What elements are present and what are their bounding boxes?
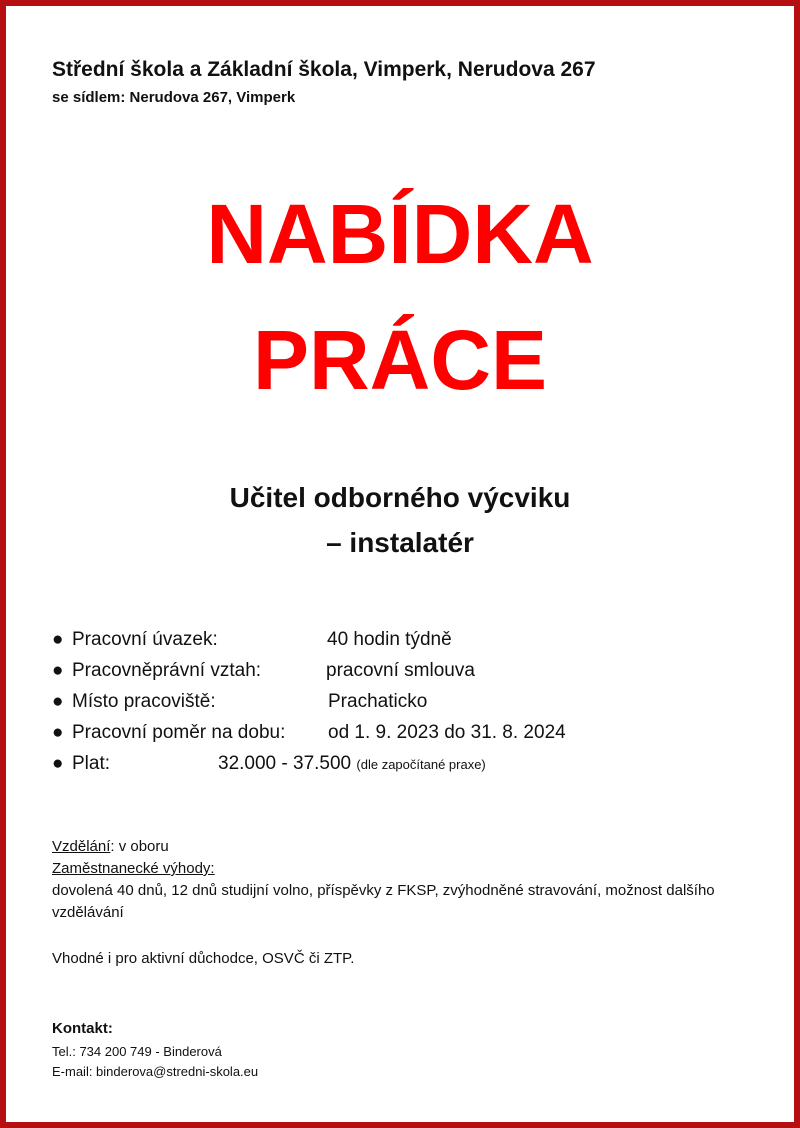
fact-label: Pracovněprávní vztah: — [72, 660, 262, 681]
benefits-label: Zaměstnanecké výhody: — [52, 860, 215, 877]
position-title: Učitel odborného výcviku — [229, 482, 571, 513]
benefits-text: dovolená 40 dnů, 12 dnů studijní volno, příspěvky z FKSP, zvýhodněné stravování, možnost dalšího vzdělávání — [52, 882, 715, 921]
salary-note: (dle započítané praxe) — [356, 757, 486, 772]
fact-label: Pracovní úvazek: — [72, 629, 218, 650]
contact-phone: Tel.: 734 200 749 - Binderová — [52, 1044, 222, 1059]
fact-label: Místo pracoviště: — [72, 691, 216, 712]
education-section — [52, 836, 752, 924]
fact-value — [218, 753, 486, 775]
position-specialization: – instalatér — [326, 527, 474, 558]
bullet-icon: ● — [52, 660, 64, 681]
fact-value: 40 hodin týdně — [327, 629, 452, 650]
bullet-icon: ● — [52, 753, 64, 774]
education-value: : v oboru — [110, 838, 169, 855]
contact-email: E-mail: binderova@stredni-skola.eu — [52, 1064, 259, 1079]
contact-title: Kontakt: — [52, 1020, 113, 1037]
bullet-icon: ● — [52, 629, 64, 650]
education-label: Vzdělání — [52, 838, 111, 855]
education-line — [52, 836, 752, 858]
headline-job: PRÁCE — [252, 313, 548, 407]
headline-offer: NABÍDKA — [206, 187, 594, 281]
bullet-icon: ● — [52, 722, 64, 743]
organization-name: Střední škola a Základní škola, Vimperk, Nerudova 267 — [52, 58, 596, 81]
fact-value: Prachaticko — [328, 691, 428, 712]
contact-section — [52, 1019, 258, 1082]
fact-value: pracovní smlouva — [326, 660, 475, 681]
fact-label: Pracovní poměr na dobu: — [72, 722, 286, 743]
fact-value: od 1. 9. 2023 do 31. 8. 2024 — [328, 722, 566, 743]
fact-label: Plat: — [72, 753, 111, 774]
bullet-icon: ● — [52, 691, 64, 712]
suitability-note: Vhodné i pro aktivní důchodce, OSVČ či ZTP. — [52, 950, 355, 967]
salary-range: 32.000 - 37.500 — [218, 753, 352, 774]
organization-seat: se sídlem: Nerudova 267, Vimperk — [52, 89, 296, 106]
